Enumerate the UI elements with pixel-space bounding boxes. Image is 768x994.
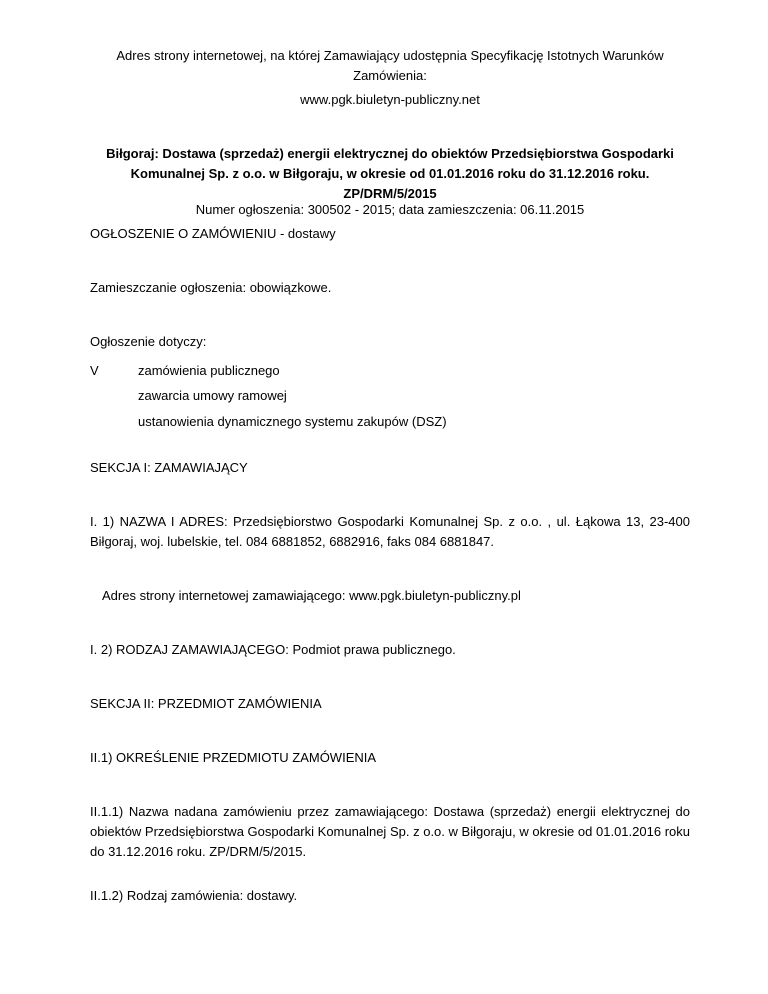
notice-type: OGŁOSZENIE O ZAMÓWIENIU - dostawy bbox=[90, 226, 336, 241]
section-1-website: Adres strony internetowej zamawiającego: www.pgk.biuletyn-publiczny.pl bbox=[102, 588, 521, 603]
section-2-name: II.1.1) Nazwa nadana zamówieniu przez zamawiającego: Dostawa (sprzedaż) energii elektrycznej do obiektów Przedsiębiorstwa Gospodarki Komunalnej Sp. z o.o. w Biłgoraju, w okresie od 01.01.2016 roku do 31.12.2016 roku. ZP/DRM/5/2015. bbox=[90, 804, 690, 859]
notice-meta: Numer ogłoszenia: 300502 - 2015; data zamieszczenia: 06.11.2015 bbox=[195, 202, 585, 217]
option-label: zamówienia publicznego bbox=[138, 363, 280, 378]
concerns-label: Ogłoszenie dotyczy: bbox=[90, 334, 207, 349]
section-1-name-address: I. 1) NAZWA I ADRES: Przedsiębiorstwo Gospodarki Komunalnej Sp. z o.o. , ul. Łąkowa 13, 23-400 Biłgoraj, woj. lubelskie, tel. 084 6881852, 6882916, faks 084 6881847. bbox=[90, 514, 690, 549]
section-2-subheading: II.1) OKREŚLENIE PRZEDMIOTU ZAMÓWIENIA bbox=[90, 750, 377, 765]
header-url: www.pgk.biuletyn-publiczny.net bbox=[300, 92, 480, 107]
header-intro: Adres strony internetowej, na której Zamawiający udostępnia Specyfikację Istotnych Warunków Zamówienia: bbox=[116, 48, 664, 83]
posting-info: Zamieszczanie ogłoszenia: obowiązkowe. bbox=[90, 280, 332, 295]
section-1-heading: SEKCJA I: ZAMAWIAJĄCY bbox=[90, 460, 248, 475]
option-label: zawarcia umowy ramowej bbox=[138, 388, 287, 403]
section-2-kind: II.1.2) Rodzaj zamówienia: dostawy. bbox=[90, 888, 298, 903]
section-2-heading: SEKCJA II: PRZEDMIOT ZAMÓWIENIA bbox=[90, 696, 322, 711]
notice-title: Biłgoraj: Dostawa (sprzedaż) energii elektrycznej do obiektów Przedsiębiorstwa Gospodarki Komunalnej Sp. z o.o. w Biłgoraju, w okresie od 01.01.2016 roku do 31.12.2016 roku. ZP/DRM/5/2015 bbox=[106, 146, 674, 201]
option-label: ustanowienia dynamicznego systemu zakupów (DSZ) bbox=[138, 414, 447, 429]
section-1-kind: I. 2) RODZAJ ZAMAWIAJĄCEGO: Podmiot prawa publicznego. bbox=[90, 642, 456, 657]
option-mark: V bbox=[90, 363, 99, 378]
